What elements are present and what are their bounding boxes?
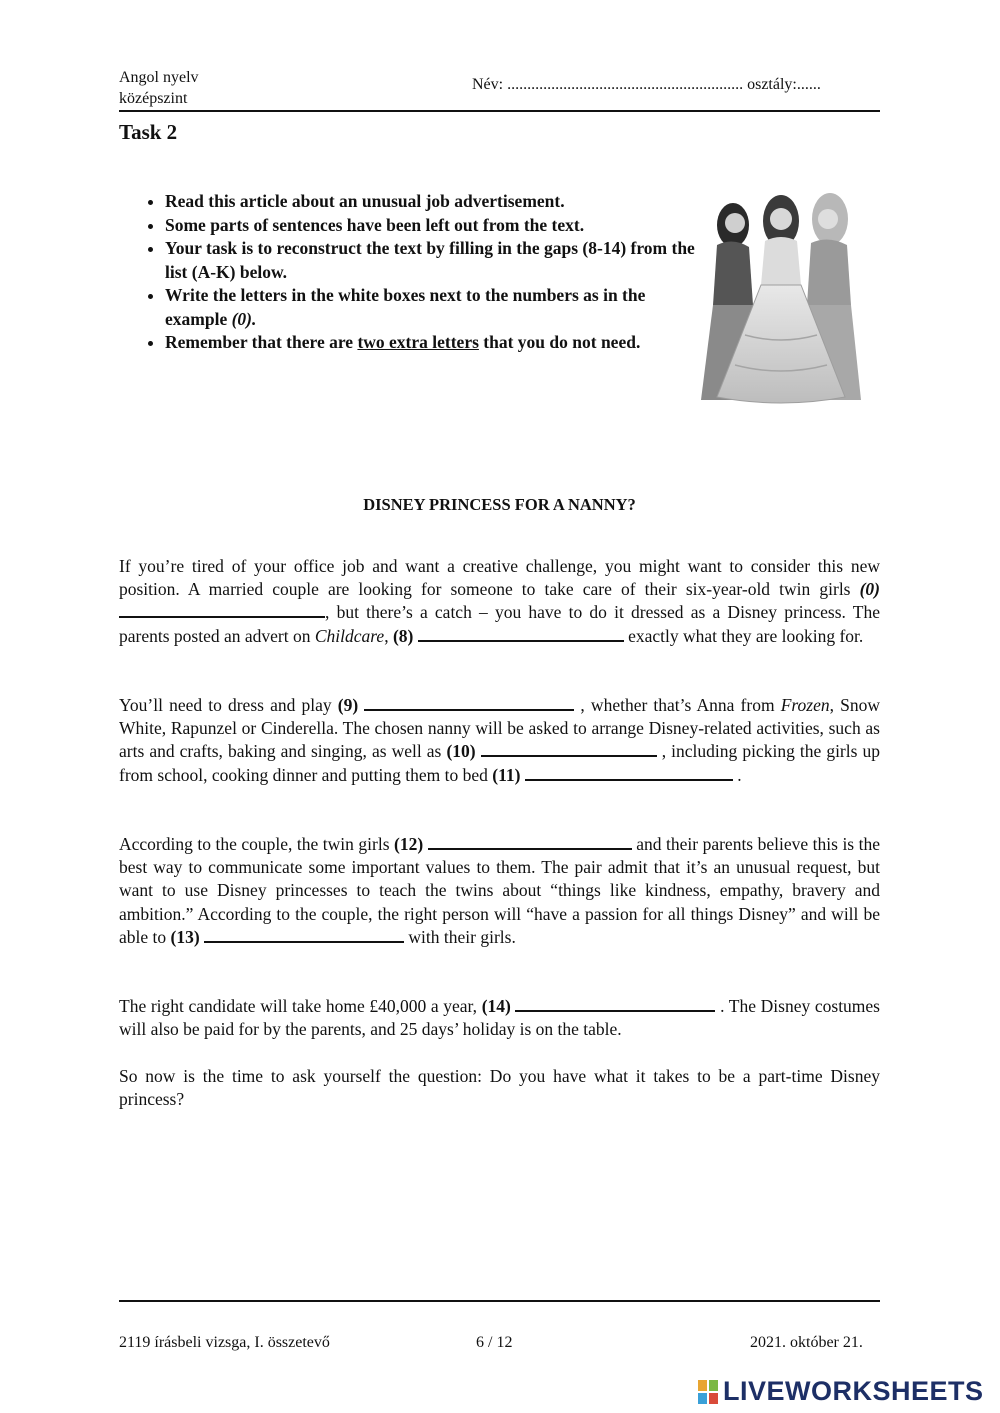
text: . The Disney costumes will also be paid for by the parents, and 25 days’ holiday is on the table. xyxy=(119,996,880,1040)
instructions-list xyxy=(120,190,705,355)
article-paragraph-4 xyxy=(119,995,880,1041)
text: , including picking the girls up from school, cooking dinner and putting them to bed xyxy=(119,741,880,785)
site-name: Childcare xyxy=(314,625,385,646)
footer-date: 2021. október 21. xyxy=(750,1334,863,1351)
extra-letters-emphasis: two extra letters xyxy=(357,332,479,352)
text: , whether that’s Anna from xyxy=(574,695,781,715)
gap-line-8[interactable] xyxy=(418,625,624,642)
level-line: középszint xyxy=(119,90,188,107)
text: with their girls. xyxy=(404,926,516,947)
gap-line-10[interactable] xyxy=(481,740,657,757)
gap-number-12: (12) xyxy=(394,834,424,854)
film-name: Frozen xyxy=(780,695,830,715)
gap-number-9: (9) xyxy=(337,695,359,715)
instruction-item xyxy=(165,331,705,355)
footer-exam-id: 2119 írásbeli vizsga, I. összetevő xyxy=(119,1334,330,1351)
gap-line-12[interactable] xyxy=(428,833,632,850)
text: , xyxy=(384,625,393,646)
header-subject xyxy=(119,67,199,109)
text: , Snow White, Rapunzel or Cinderella. The chosen nanny will be asked to arrange Disney-related activities, such as arts and crafts, baking and singing, as well as xyxy=(119,695,881,762)
text: . xyxy=(732,764,742,785)
article-title: DISNEY PRINCESS FOR A NANNY? xyxy=(363,495,636,514)
subject-line: Angol nyelv xyxy=(119,69,199,86)
gap-number-11: (11) xyxy=(492,764,521,785)
instruction-item: • Read this article about an unusual job advertisement. xyxy=(165,190,705,214)
gap-line-0 xyxy=(119,601,325,618)
text: You’ll need to dress and play xyxy=(119,695,338,715)
gap-line-11[interactable] xyxy=(525,764,733,781)
article-paragraph-1 xyxy=(119,555,880,648)
article-paragraph-5: So now is the time to ask yourself the question: Do you have what it takes to be a part-time Disney princess? xyxy=(119,1066,880,1110)
instruction-text: Remember that there are xyxy=(165,332,358,352)
instruction-item xyxy=(165,284,705,331)
text: exactly what they are looking for. xyxy=(623,625,864,646)
footer-divider xyxy=(119,1300,880,1302)
gap-number-14: (14) xyxy=(481,996,511,1016)
liveworksheets-wordmark: LIVEWORKSHEETS xyxy=(723,1376,984,1406)
text: and their parents believe this is the best way to communicate some important values to them. The pair admit that it’s an unusual request, but want to use Disney princesses to teach the twins about “things like kindness, empathy, bravery and ambition.” According to the couple, the right person will “have a passion for all things Disney” and will be able to xyxy=(119,834,881,947)
gap-number-8: (8) xyxy=(392,625,414,646)
header-divider xyxy=(119,110,880,112)
gap-number-13: (13) xyxy=(170,926,200,947)
gap-number-10: (10) xyxy=(446,741,476,762)
gap-line-14[interactable] xyxy=(515,995,715,1012)
liveworksheets-logo xyxy=(697,1376,984,1407)
text: If you’re tired of your office job and want a creative challenge, you might want to consider this new position. A married couple are looking for someone to take care of their six-year-old twin girls xyxy=(119,556,880,600)
liveworksheets-icon xyxy=(697,1379,721,1405)
footer-page-number: 6 / 12 xyxy=(476,1334,513,1351)
disney-princesses-illustration xyxy=(695,185,865,405)
instruction-text: Write the letters in the white boxes next to the numbers as in the example xyxy=(165,285,646,329)
article-paragraph-3 xyxy=(119,833,880,949)
text: , but there’s a catch – you have to do it dressed as a Disney princess. The parents posted an advert on xyxy=(119,602,880,646)
example-ref: (0). xyxy=(231,308,257,329)
instruction-text: that you do not need. xyxy=(478,332,641,352)
instruction-item: • Some parts of sentences have been left out from the text. xyxy=(165,214,705,238)
name-class-field: Név: ........................................................... osztály:...... xyxy=(472,76,821,93)
task-title: Task 2 xyxy=(119,120,178,144)
article-paragraph-2 xyxy=(119,694,880,787)
text: According to the couple, the twin girls xyxy=(119,834,395,854)
gap-line-13[interactable] xyxy=(204,926,404,943)
gap-number-0: (0) xyxy=(859,579,880,600)
gap-line-9[interactable] xyxy=(364,694,574,711)
text: The right candidate will take home £40,000 a year, xyxy=(119,996,482,1016)
instruction-item: • Your task is to reconstruct the text by filling in the gaps (8-14) from the list (A-K) below. xyxy=(165,237,705,284)
